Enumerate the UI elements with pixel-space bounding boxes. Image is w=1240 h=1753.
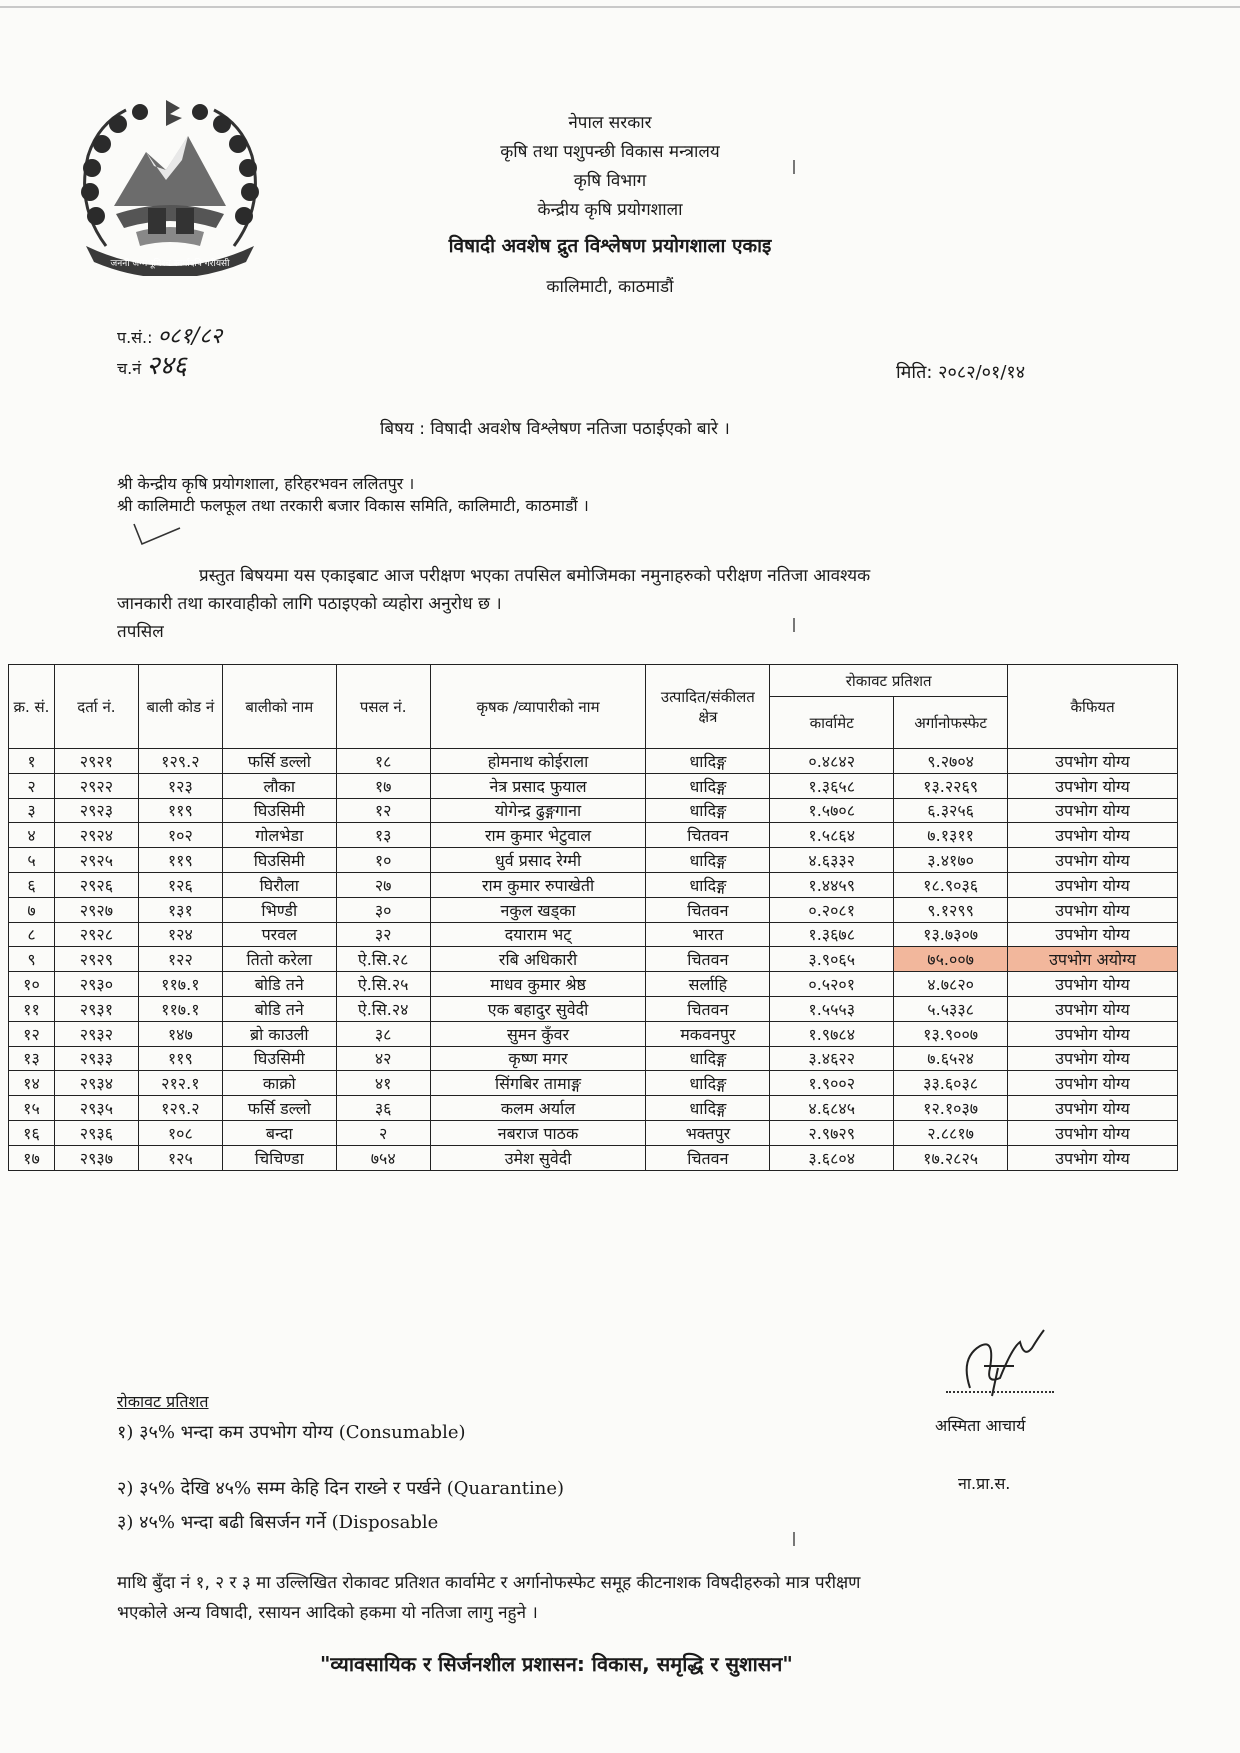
cell-shop-no: १०: [336, 848, 430, 873]
cell-carbamate: ०.४८४२: [770, 749, 894, 774]
cell-shop-no: १२: [336, 798, 430, 823]
cell-darta-no: २९३५: [54, 1096, 138, 1121]
cell-shop-no: ऐ.सि.२५: [336, 972, 430, 997]
cell-sn: ५: [9, 848, 55, 873]
cell-crop-name: परवल: [222, 922, 336, 947]
cell-sn: ७: [9, 897, 55, 922]
legend-disposable: ३) ४५% भन्दा बढी बिसर्जन गर्ने (Disposable: [117, 1512, 439, 1533]
header-department: कृषि विभाग: [573, 171, 647, 191]
motto: "व्यावसायिक र सिर्जनशील प्रशासन: विकास, समृद्धि र सुशासन": [320, 1652, 793, 1676]
cell-carbamate: ३.६८०४: [770, 1145, 894, 1170]
cell-crop-name: बोडि तने: [222, 996, 336, 1021]
header-shop-no: पसल नं.: [336, 665, 430, 749]
cell-sn: १६: [9, 1120, 55, 1145]
scan-mark: [793, 1532, 795, 1546]
cell-organophosphate: ७.१३११: [894, 823, 1008, 848]
cell-crop-code: २१२.१: [138, 1071, 222, 1096]
emblem-motto: जननी जन्मभूमिश्च स्वर्गादपि गरीयसी: [110, 259, 230, 269]
cell-area: चितवन: [646, 897, 770, 922]
cell-darta-no: २९२६: [54, 872, 138, 897]
cell-darta-no: २९३१: [54, 996, 138, 1021]
ps-value: ०८१/८२: [157, 324, 223, 349]
recipient-2: श्री कालिमाटी फलफूल तथा तरकारी बजार विकास समिति, कालिमाटी, काठमाडौं ।: [117, 496, 589, 515]
cell-crop-code: १२९.२: [138, 1096, 222, 1121]
cell-farmer-name: उमेश सुवेदी: [430, 1145, 646, 1170]
cell-sn: १०: [9, 972, 55, 997]
cell-farmer-name: सुमन कुँवर: [430, 1021, 646, 1046]
cell-remarks: उपभोग योग्य: [1008, 749, 1178, 774]
cell-farmer-name: नकुल खड्का: [430, 897, 646, 922]
cell-carbamate: १.३६७८: [770, 922, 894, 947]
cell-carbamate: १.५८६४: [770, 823, 894, 848]
legend-quarantine: २) ३५% देखि ४५% सम्म केहि दिन राख्ने र पर्खने (Quarantine): [117, 1478, 565, 1499]
table-row: [9, 1021, 1178, 1046]
cell-crop-code: ११९: [138, 848, 222, 873]
cell-remarks: उपभोग योग्य: [1008, 773, 1178, 798]
table-row: [9, 1046, 1178, 1071]
cell-organophosphate: ७.६५२४: [894, 1046, 1008, 1071]
cell-remarks: उपभोग योग्य: [1008, 1071, 1178, 1096]
cell-sn: ६: [9, 872, 55, 897]
cell-darta-no: २९२४: [54, 823, 138, 848]
cell-crop-name: भिण्डी: [222, 897, 336, 922]
cell-remarks: उपभोग योग्य: [1008, 1021, 1178, 1046]
cell-organophosphate: ९.१२९९: [894, 897, 1008, 922]
cell-crop-name: ब्रो काउली: [222, 1021, 336, 1046]
cell-carbamate: १.५७०८: [770, 798, 894, 823]
cell-area: सर्लाहि: [646, 972, 770, 997]
recipient-1: श्री केन्द्रीय कृषि प्रयोगशाला, हरिहरभवन ललितपुर ।: [117, 474, 415, 493]
cell-area: धादिङ्ग: [646, 848, 770, 873]
cell-farmer-name: नबराज पाठक: [430, 1120, 646, 1145]
header-organophosphate: अर्गानोफस्फेट: [894, 697, 1008, 749]
cell-farmer-name: धुर्व प्रसाद रेग्मी: [430, 848, 646, 873]
cell-organophosphate: १३.९००७: [894, 1021, 1008, 1046]
cell-sn: ९: [9, 947, 55, 972]
cell-shop-no: ३६: [336, 1096, 430, 1121]
cell-farmer-name: सिंगबिर तामाङ्ग: [430, 1071, 646, 1096]
cell-sn: २: [9, 773, 55, 798]
cell-darta-no: २९२१: [54, 749, 138, 774]
cell-darta-no: २९३०: [54, 972, 138, 997]
cell-organophosphate: १२.१०३७: [894, 1096, 1008, 1121]
cell-darta-no: २९२७: [54, 897, 138, 922]
results-table-body: [9, 749, 1178, 1171]
cell-organophosphate: १३.७३०७: [894, 922, 1008, 947]
cell-farmer-name: नेत्र प्रसाद फुयाल: [430, 773, 646, 798]
table-row: [9, 773, 1178, 798]
cell-shop-no: ऐ.सि.२४: [336, 996, 430, 1021]
cell-shop-no: ३०: [336, 897, 430, 922]
cell-carbamate: १.९७८४: [770, 1021, 894, 1046]
table-row: [9, 1120, 1178, 1145]
cell-organophosphate: ९.२७०४: [894, 749, 1008, 774]
header-farmer-name: कृषक /व्यापारीको नाम: [430, 665, 646, 749]
header-ministry: कृषि तथा पशुपन्छी विकास मन्त्रालय: [500, 142, 720, 162]
cell-farmer-name: राम कुमार भेटुवाल: [430, 823, 646, 848]
tapsil-label: तपसिल: [117, 622, 164, 642]
cell-organophosphate: ७५.००७: [894, 947, 1008, 972]
cell-area: धादिङ्ग: [646, 798, 770, 823]
table-row: [9, 823, 1178, 848]
cell-remarks: उपभोग अयोग्य: [1008, 947, 1178, 972]
cell-crop-code: १२६: [138, 872, 222, 897]
table-row: [9, 1145, 1178, 1170]
header-carbamate: कार्वामेट: [770, 697, 894, 749]
cell-remarks: उपभोग योग्य: [1008, 1145, 1178, 1170]
cell-area: धादिङ्ग: [646, 1046, 770, 1071]
cell-shop-no: ३२: [336, 922, 430, 947]
scan-edge-line: [0, 6, 1240, 8]
cell-shop-no: १७: [336, 773, 430, 798]
cell-shop-no: ४२: [336, 1046, 430, 1071]
cell-area: धादिङ्ग: [646, 872, 770, 897]
cell-shop-no: ४१: [336, 1071, 430, 1096]
cell-crop-name: लौका: [222, 773, 336, 798]
cell-carbamate: ०.२०८१: [770, 897, 894, 922]
table-row: [9, 1096, 1178, 1121]
header-darta: दर्ता नं.: [54, 665, 138, 749]
table-row: [9, 996, 1178, 1021]
cell-farmer-name: राम कुमार रुपाखेती: [430, 872, 646, 897]
cell-organophosphate: ४.७८२०: [894, 972, 1008, 997]
cell-carbamate: ४.६३३२: [770, 848, 894, 873]
legend-consumable: १) ३५% भन्दा कम उपभोग योग्य (Consumable): [117, 1422, 466, 1443]
signatory-title: ना.प्रा.स.: [958, 1474, 1011, 1493]
cell-sn: १: [9, 749, 55, 774]
cell-darta-no: २९३३: [54, 1046, 138, 1071]
table-row: [9, 897, 1178, 922]
header-area: उत्पादित/संकीलत क्षेत्र: [646, 665, 770, 749]
header-location: कालिमाटी, काठमाडौं: [546, 277, 674, 297]
cell-crop-name: घिउसिमी: [222, 798, 336, 823]
cell-remarks: उपभोग योग्य: [1008, 1096, 1178, 1121]
cell-sn: १२: [9, 1021, 55, 1046]
cell-carbamate: ३.९०६५: [770, 947, 894, 972]
cell-area: चितवन: [646, 823, 770, 848]
body-paragraph-line-1: प्रस्तुत बिषयमा यस एकाइबाट आज परीक्षण भएका तपसिल बमोजिमका नमुनाहरुको परीक्षण नतिजा आवश्यक: [199, 566, 871, 586]
table-row: [9, 972, 1178, 997]
cell-remarks: उपभोग योग्य: [1008, 848, 1178, 873]
date: मिति: २०८२/०१/१४: [896, 362, 1026, 383]
cell-darta-no: २९३६: [54, 1120, 138, 1145]
note-line-1: माथि बुँदा नं १, २ र ३ मा उल्लिखित रोकावट प्रतिशत कार्वामेट र अर्गानोफस्फेट समूह कीटनाशक विषदीहरुको मात्र परीक्षण: [117, 1573, 861, 1593]
cell-sn: १४: [9, 1071, 55, 1096]
cell-organophosphate: ५.५३३८: [894, 996, 1008, 1021]
body-paragraph-line-2: जानकारी तथा कारवाहीको लागि पठाइएको व्यहोरा अनुरोध छ ।: [117, 594, 502, 614]
cell-crop-name: बोडि तने: [222, 972, 336, 997]
cell-remarks: उपभोग योग्य: [1008, 897, 1178, 922]
signature-icon: [940, 1318, 1060, 1398]
cell-organophosphate: १७.२८२५: [894, 1145, 1008, 1170]
legend-title: रोकावट प्रतिशत: [117, 1392, 209, 1411]
cell-crop-code: १०२: [138, 823, 222, 848]
cell-sn: ४: [9, 823, 55, 848]
table-row: [9, 922, 1178, 947]
cell-sn: १५: [9, 1096, 55, 1121]
cell-crop-code: १२४: [138, 922, 222, 947]
header-unit: विषादी अवशेष द्रुत विश्लेषण प्रयोगशाला एकाइ: [448, 235, 772, 257]
table-row: [9, 798, 1178, 823]
cell-crop-name: काक्रो: [222, 1071, 336, 1096]
cell-crop-code: ११९: [138, 1046, 222, 1071]
cell-farmer-name: कृष्ण मगर: [430, 1046, 646, 1071]
cell-organophosphate: १८.९०३६: [894, 872, 1008, 897]
cell-remarks: उपभोग योग्य: [1008, 798, 1178, 823]
cell-crop-name: घिउसिमी: [222, 1046, 336, 1071]
cell-area: धादिङ्ग: [646, 1071, 770, 1096]
cell-shop-no: २७: [336, 872, 430, 897]
cell-crop-code: १२२: [138, 947, 222, 972]
cell-shop-no: १३: [336, 823, 430, 848]
cell-shop-no: ३८: [336, 1021, 430, 1046]
cell-area: चितवन: [646, 1145, 770, 1170]
results-table: [8, 664, 1178, 1171]
cell-crop-code: १३१: [138, 897, 222, 922]
cell-darta-no: २९२२: [54, 773, 138, 798]
cn-value: २४६: [146, 351, 187, 381]
cell-remarks: उपभोग योग्य: [1008, 872, 1178, 897]
cell-remarks: उपभोग योग्य: [1008, 996, 1178, 1021]
header-laboratory: केन्द्रीय कृषि प्रयोगशाला: [537, 200, 683, 220]
nepal-emblem-icon: [66, 96, 274, 276]
header-government: नेपाल सरकार: [568, 113, 652, 133]
cell-shop-no: ऐ.सि.२८: [336, 947, 430, 972]
cell-area: धादिङ्ग: [646, 1096, 770, 1121]
cell-crop-name: तितो करेला: [222, 947, 336, 972]
header-remarks: कैफियत: [1008, 665, 1178, 749]
cell-crop-name: गोलभेडा: [222, 823, 336, 848]
cell-crop-code: १२३: [138, 773, 222, 798]
cell-sn: ८: [9, 922, 55, 947]
cell-area: धादिङ्ग: [646, 773, 770, 798]
cell-crop-code: १२५: [138, 1145, 222, 1170]
cell-shop-no: १८: [336, 749, 430, 774]
cell-area: चितवन: [646, 947, 770, 972]
cell-crop-code: १०८: [138, 1120, 222, 1145]
scan-mark: [793, 160, 795, 174]
cell-sn: ३: [9, 798, 55, 823]
header-crop-name: बालीको नाम: [222, 665, 336, 749]
cell-crop-name: फर्सि डल्लो: [222, 749, 336, 774]
header-sn: क्र. सं.: [9, 665, 55, 749]
table-row: [9, 947, 1178, 972]
cell-area: चितवन: [646, 996, 770, 1021]
cell-sn: ११: [9, 996, 55, 1021]
table-row: [9, 872, 1178, 897]
cell-crop-name: घिउसिमी: [222, 848, 336, 873]
disclaimer-note: [117, 1568, 1057, 1628]
cell-shop-no: ७५४: [336, 1145, 430, 1170]
cell-remarks: उपभोग योग्य: [1008, 972, 1178, 997]
cell-farmer-name: रबि अधिकारी: [430, 947, 646, 972]
chalani-number: [117, 346, 187, 382]
cell-farmer-name: कलम अर्याल: [430, 1096, 646, 1121]
cell-carbamate: ३.४६२२: [770, 1046, 894, 1071]
cell-darta-no: २९३४: [54, 1071, 138, 1096]
cell-farmer-name: एक बहादुर सुवेदी: [430, 996, 646, 1021]
cell-area: भक्तपुर: [646, 1120, 770, 1145]
cell-remarks: उपभोग योग्य: [1008, 922, 1178, 947]
cell-darta-no: २९२८: [54, 922, 138, 947]
cell-organophosphate: ३.४१७०: [894, 848, 1008, 873]
scan-mark: [793, 618, 795, 632]
cell-crop-code: १४७: [138, 1021, 222, 1046]
cell-shop-no: २: [336, 1120, 430, 1145]
cell-organophosphate: १३.२२६९: [894, 773, 1008, 798]
cell-crop-name: फर्सि डल्लो: [222, 1096, 336, 1121]
signature-line: [946, 1391, 1054, 1393]
cell-crop-name: घिरौला: [222, 872, 336, 897]
note-line-2: भएकोले अन्य विषादी, रसायन आदिको हकमा यो नतिजा लागु नहुने ।: [117, 1603, 538, 1623]
cell-farmer-name: दयाराम भट्: [430, 922, 646, 947]
cell-crop-code: ११७.१: [138, 972, 222, 997]
header-crop-code: बाली कोड नं: [138, 665, 222, 749]
cell-organophosphate: २.८८१७: [894, 1120, 1008, 1145]
signatory-name: अस्मिता आचार्य: [935, 1416, 1026, 1435]
cell-sn: १३: [9, 1046, 55, 1071]
header-inhibition: रोकावट प्रतिशत: [770, 665, 1008, 697]
cell-darta-no: २९२५: [54, 848, 138, 873]
cell-darta-no: २९३७: [54, 1145, 138, 1170]
cell-carbamate: ४.६८४५: [770, 1096, 894, 1121]
cell-sn: १७: [9, 1145, 55, 1170]
cell-darta-no: २९३२: [54, 1021, 138, 1046]
cell-carbamate: २.९७२९: [770, 1120, 894, 1145]
cell-crop-code: ११९: [138, 798, 222, 823]
cell-farmer-name: माधव कुमार श्रेष्ठ: [430, 972, 646, 997]
table-row: [9, 848, 1178, 873]
cell-farmer-name: योगेन्द्र ढुङ्गगाना: [430, 798, 646, 823]
cell-carbamate: १.३६५८: [770, 773, 894, 798]
cell-remarks: उपभोग योग्य: [1008, 823, 1178, 848]
cell-remarks: उपभोग योग्य: [1008, 1046, 1178, 1071]
cell-farmer-name: होमनाथ कोईराला: [430, 749, 646, 774]
cell-crop-code: १२९.२: [138, 749, 222, 774]
cell-carbamate: ०.५२०१: [770, 972, 894, 997]
cell-crop-name: बन्दा: [222, 1120, 336, 1145]
table-row: [9, 1071, 1178, 1096]
cell-carbamate: १.४४५९: [770, 872, 894, 897]
cell-carbamate: १.५५५३: [770, 996, 894, 1021]
subject-line: बिषय : विषादी अवशेष विश्लेषण नतिजा पठाईएको बारे ।: [380, 419, 730, 439]
cell-area: धादिङ्ग: [646, 749, 770, 774]
check-mark-icon: [132, 518, 182, 548]
cell-organophosphate: ६.३२५६: [894, 798, 1008, 823]
cell-crop-name: चिचिण्डा: [222, 1145, 336, 1170]
cell-carbamate: १.९००२: [770, 1071, 894, 1096]
cell-area: मकवनपुर: [646, 1021, 770, 1046]
cell-darta-no: २९२९: [54, 947, 138, 972]
cell-darta-no: २९२३: [54, 798, 138, 823]
cell-remarks: उपभोग योग्य: [1008, 1120, 1178, 1145]
cell-organophosphate: ३३.६०३८: [894, 1071, 1008, 1096]
cn-label: च.नं: [117, 359, 142, 378]
cell-crop-code: ११७.१: [138, 996, 222, 1021]
table-row: [9, 749, 1178, 774]
cell-area: भारत: [646, 922, 770, 947]
ps-label: प.सं.:: [117, 328, 153, 347]
